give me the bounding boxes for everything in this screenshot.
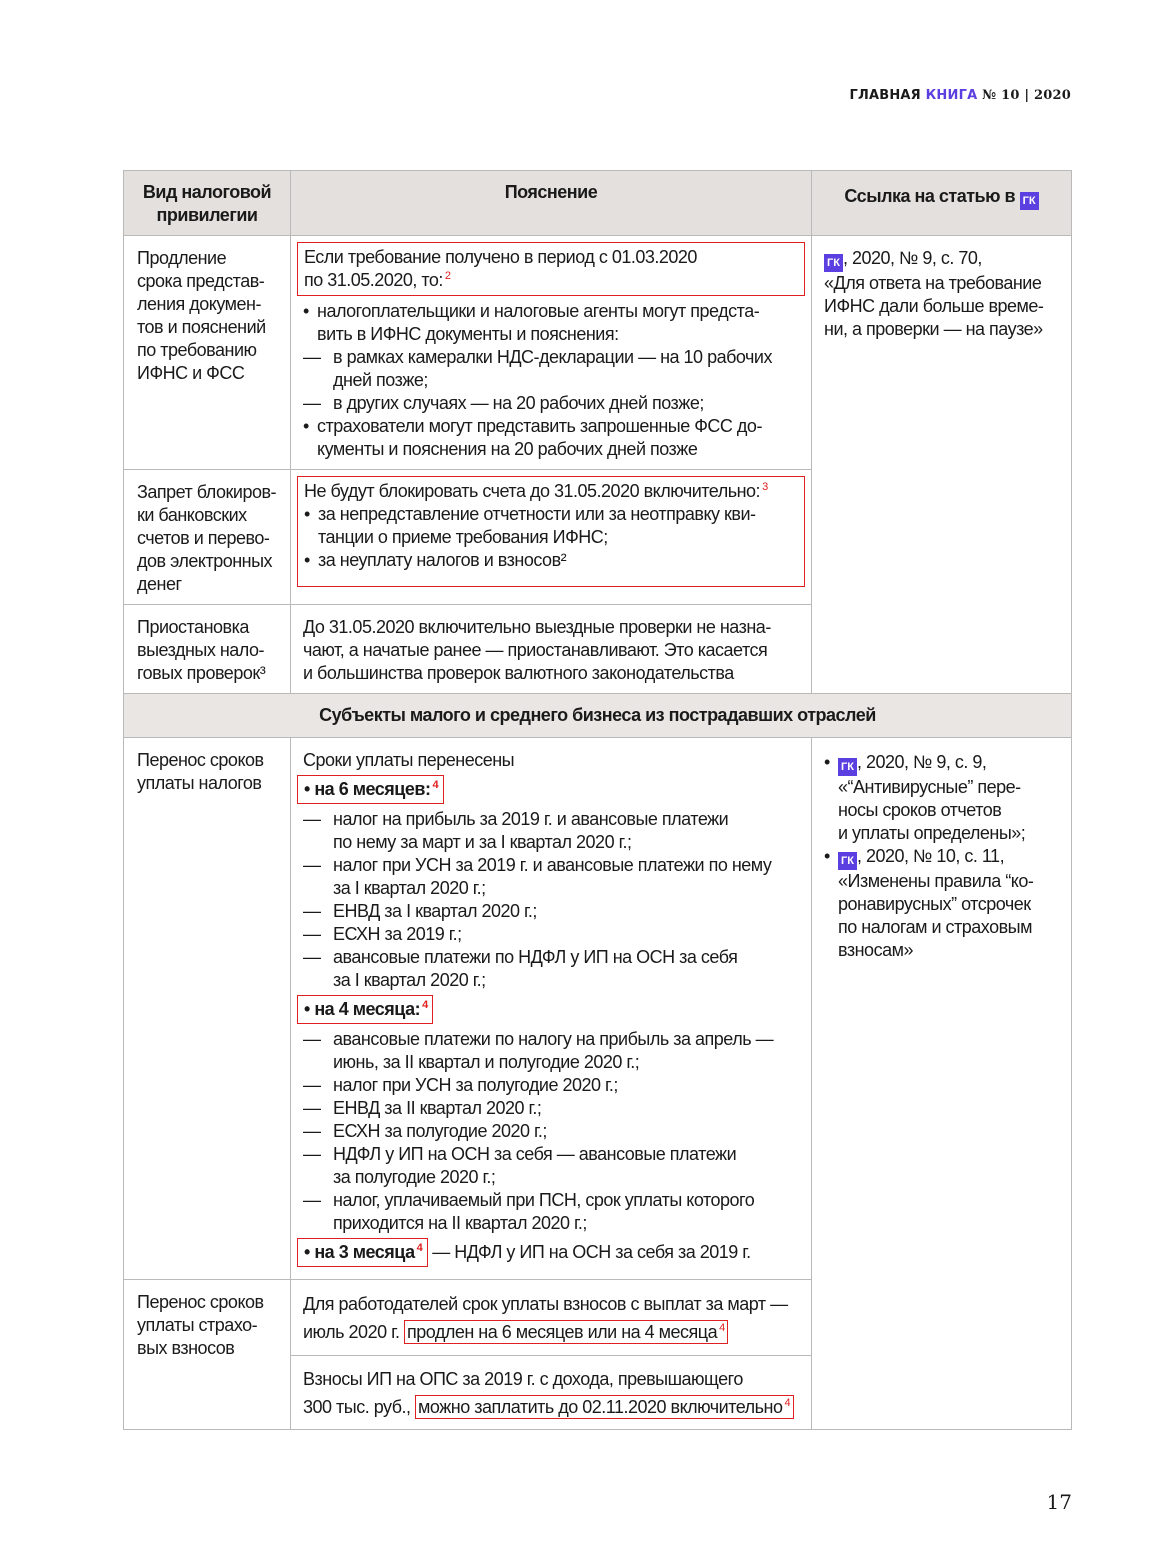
text: Взносы ИП на ОПС за 2019 г. с дохода, превышающего 300 тыс. руб., — [303, 1369, 743, 1417]
brand-name-accent: КНИГА — [925, 88, 978, 103]
explanation-cell — [291, 470, 812, 605]
reference-cell — [812, 738, 1072, 1430]
privilege-type: Продление срока представ- ления докумен- тов и пояснений по требованию ИФНС и ФСС — [124, 236, 291, 470]
annotation-label: 4 — [416, 1242, 423, 1254]
gk-logo-icon: ГК — [838, 758, 857, 776]
paragraph — [297, 1290, 805, 1346]
section-header: Субъекты малого и среднего бизнеса из пострадавших отраслей — [124, 694, 1072, 738]
group-text: — НДФЛ у ИП на ОСН за себя за 2019 г. — [427, 1242, 751, 1262]
dash: — — [303, 809, 321, 829]
item-text: в рамках камералки НДС-декларации — на 10 рабочих дней позже; — [333, 347, 772, 390]
annotation-label: 4 — [784, 1397, 791, 1409]
bullet: • — [304, 504, 310, 524]
gk-logo-icon: ГК — [838, 852, 857, 870]
reference-text: , 2020, № 9, с. 70, «Для ответа на требование ИФНС дали больше време- ни, а проверки — на паузе» — [824, 248, 1044, 339]
magazine-header — [849, 88, 1071, 103]
group-list — [297, 808, 805, 992]
dash: — — [303, 347, 321, 367]
intro-text: Не будут блокировать счета до 31.05.2020 включительно: — [304, 481, 761, 501]
list-item — [303, 923, 805, 946]
list-item — [303, 1074, 805, 1097]
explanation-cell — [291, 236, 812, 470]
group-heading: • на 4 месяца: $^4$ — [297, 995, 433, 1024]
item-text: налог, уплачиваемый при ПСН, срок уплаты которого приходится на II квартал 2020 г.; — [333, 1190, 755, 1233]
dash: — — [303, 1144, 321, 1164]
paragraph — [297, 1365, 805, 1421]
dash: — — [303, 924, 321, 944]
item-text: НДФЛ у ИП на ОСН за себя — авансовые платежи за полугодие 2020 г.; — [333, 1144, 737, 1187]
dash: — — [303, 1098, 321, 1118]
list-item — [303, 1120, 805, 1143]
privilege-type: Перенос сроков уплаты страхо- вых взносов — [124, 1280, 291, 1430]
group-heading: • на 6 месяцев: $^4$ — [297, 775, 444, 804]
dash: — — [303, 393, 321, 413]
item-text: авансовые платежи по налогу на прибыль за апрель — июнь, за II квартал и полугодие 2020 г.; — [333, 1029, 774, 1072]
item-text: ЕНВД за II квартал 2020 г.; — [333, 1098, 542, 1118]
page-number: 17 — [1046, 1490, 1072, 1514]
list-item — [304, 503, 800, 549]
annotation-box-4 — [404, 1320, 728, 1344]
intro-text: Сроки уплаты перенесены — [303, 750, 515, 770]
item-text: ЕНВД за I квартал 2020 г.; — [333, 901, 537, 921]
item-text: налог при УСН за полугодие 2020 г.; — [333, 1075, 618, 1095]
explanation-text: До 31.05.2020 включительно выездные проверки не назна- чают, а начатые ранее — приостанавливают. Это касается и большинства проверок валютного законодательства — [303, 617, 771, 683]
annotation-label: 4 — [422, 999, 429, 1011]
item-text: ЕСХН за 2019 г.; — [333, 924, 462, 944]
item-text: за неуплату налогов и взносов² — [318, 550, 567, 570]
explanation-cell — [291, 1280, 812, 1430]
item-text: в других случаях — на 20 рабочих дней позже; — [333, 393, 704, 413]
annotation-label: 4 — [719, 1322, 726, 1334]
col-header-reference-text: Ссылка на статью в — [844, 186, 1016, 206]
privilege-type: Перенос сроков уплаты налогов — [124, 738, 291, 1280]
tax-privileges-table — [123, 170, 1072, 1430]
list-item — [303, 415, 805, 461]
col-header-type: Вид налоговой привилегии — [124, 171, 291, 236]
annotation-label: 2 — [444, 270, 452, 282]
dash: — — [303, 1029, 321, 1049]
gk-logo-icon: ГК — [824, 254, 843, 272]
dash: — — [303, 1075, 321, 1095]
list-item — [303, 346, 805, 392]
list-item — [303, 392, 805, 415]
reference-text: , 2020, № 10, с. 11, «Изменены правила “ко- ронавирусных” отсрочек по налогам и страховым взносам» — [838, 846, 1034, 960]
item-text: налогоплательщики и налоговые агенты могут предста- вить в ИФНС документы и пояснения: — [317, 301, 760, 344]
article-reference[interactable]: • ГК , 2020, № 9, с. 9, «“Антивирусные” пере- носы сроков отчетов и уплаты определены»; — [824, 752, 1026, 843]
reference-cell — [812, 236, 1072, 694]
item-text: страхователи могут представить запрошенные ФСС до- кументы и пояснения на 20 рабочих дней позже — [317, 416, 762, 459]
dash: — — [303, 855, 321, 875]
article-reference[interactable]: • ГК , 2020, № 10, с. 11, «Изменены правила “ко- ронавирусных” отсрочек по налогам и страховым взносам» — [824, 846, 1034, 960]
group-label: на 6 месяцев: — [314, 779, 431, 799]
item-text: авансовые платежи по НДФЛ у ИП на ОСН за себя за I квартал 2020 г.; — [333, 947, 738, 990]
group-label: на 4 месяца: — [314, 999, 421, 1019]
bullet: • — [304, 550, 310, 570]
list-item — [303, 1143, 805, 1189]
annotation-box-4 — [415, 1395, 794, 1419]
dash: — — [303, 901, 321, 921]
reference-text: , 2020, № 9, с. 9, «“Антивирусные” пере- носы сроков отчетов и уплаты определены»; — [838, 752, 1026, 843]
list-item — [303, 854, 805, 900]
privilege-type: Запрет блокиров- ки банковских счетов и перево- дов электронных денег — [124, 470, 291, 605]
dash: — — [303, 1121, 321, 1141]
group-list — [297, 1028, 805, 1235]
article-reference[interactable] — [824, 247, 1063, 341]
privilege-type: Приостановка выездных нало- говых проверок³ — [124, 605, 291, 694]
col-header-explanation: Пояснение — [291, 171, 812, 236]
item-text: налог на прибыль за 2019 г. и авансовые платежи по нему за март и за I квартал 2020 г.; — [333, 809, 729, 852]
dash: — — [303, 947, 321, 967]
annotation-label: 3 — [762, 481, 769, 493]
item-text: налог при УСН за 2019 г. и авансовые платежи по нему за I квартал 2020 г.; — [333, 855, 772, 898]
item-text: за непредставление отчетности или за неотправку кви- танции о приеме требования ИФНС; — [318, 504, 756, 547]
page-body — [123, 170, 1072, 1554]
list-item — [303, 1189, 805, 1235]
annotation-label: 4 — [432, 779, 439, 791]
list-item — [303, 946, 805, 992]
list-item — [303, 1028, 805, 1074]
issue-number: № 10 | 2020 — [982, 88, 1071, 103]
item-text: ЕСХН за полугодие 2020 г.; — [333, 1121, 547, 1141]
bullet: • — [303, 301, 309, 321]
list-item — [303, 1097, 805, 1120]
bullet: • — [303, 416, 309, 436]
explanation-cell — [291, 605, 812, 694]
list-item — [304, 549, 800, 572]
list-item — [303, 300, 805, 346]
text-highlight: можно заплатить до 02.11.2020 включительно — [418, 1397, 783, 1417]
group-heading-row — [297, 1235, 805, 1271]
text: Для работодателей срок уплаты взносов с выплат за март — июль 2020 г. — [303, 1294, 788, 1342]
text-highlight: продлен на 6 месяцев или на 4 месяца — [406, 1322, 718, 1342]
group-heading: • на 3 месяца $^4$ — [297, 1238, 428, 1267]
annotation-box-3 — [297, 476, 805, 587]
annotation-box-2 — [297, 242, 805, 296]
brand-name: ГЛАВНАЯ — [849, 88, 921, 103]
gk-logo-icon: ГК — [1020, 192, 1039, 210]
divider — [291, 1355, 811, 1356]
dash: — — [303, 1190, 321, 1210]
intro-text: Если требование получено в период с 01.03.2020 по 31.05.2020, то: — [304, 247, 697, 290]
list-item — [303, 808, 805, 854]
list-item — [303, 900, 805, 923]
col-header-reference — [812, 171, 1072, 236]
group-label: на 3 месяца — [314, 1242, 415, 1262]
explanation-cell — [291, 738, 812, 1280]
